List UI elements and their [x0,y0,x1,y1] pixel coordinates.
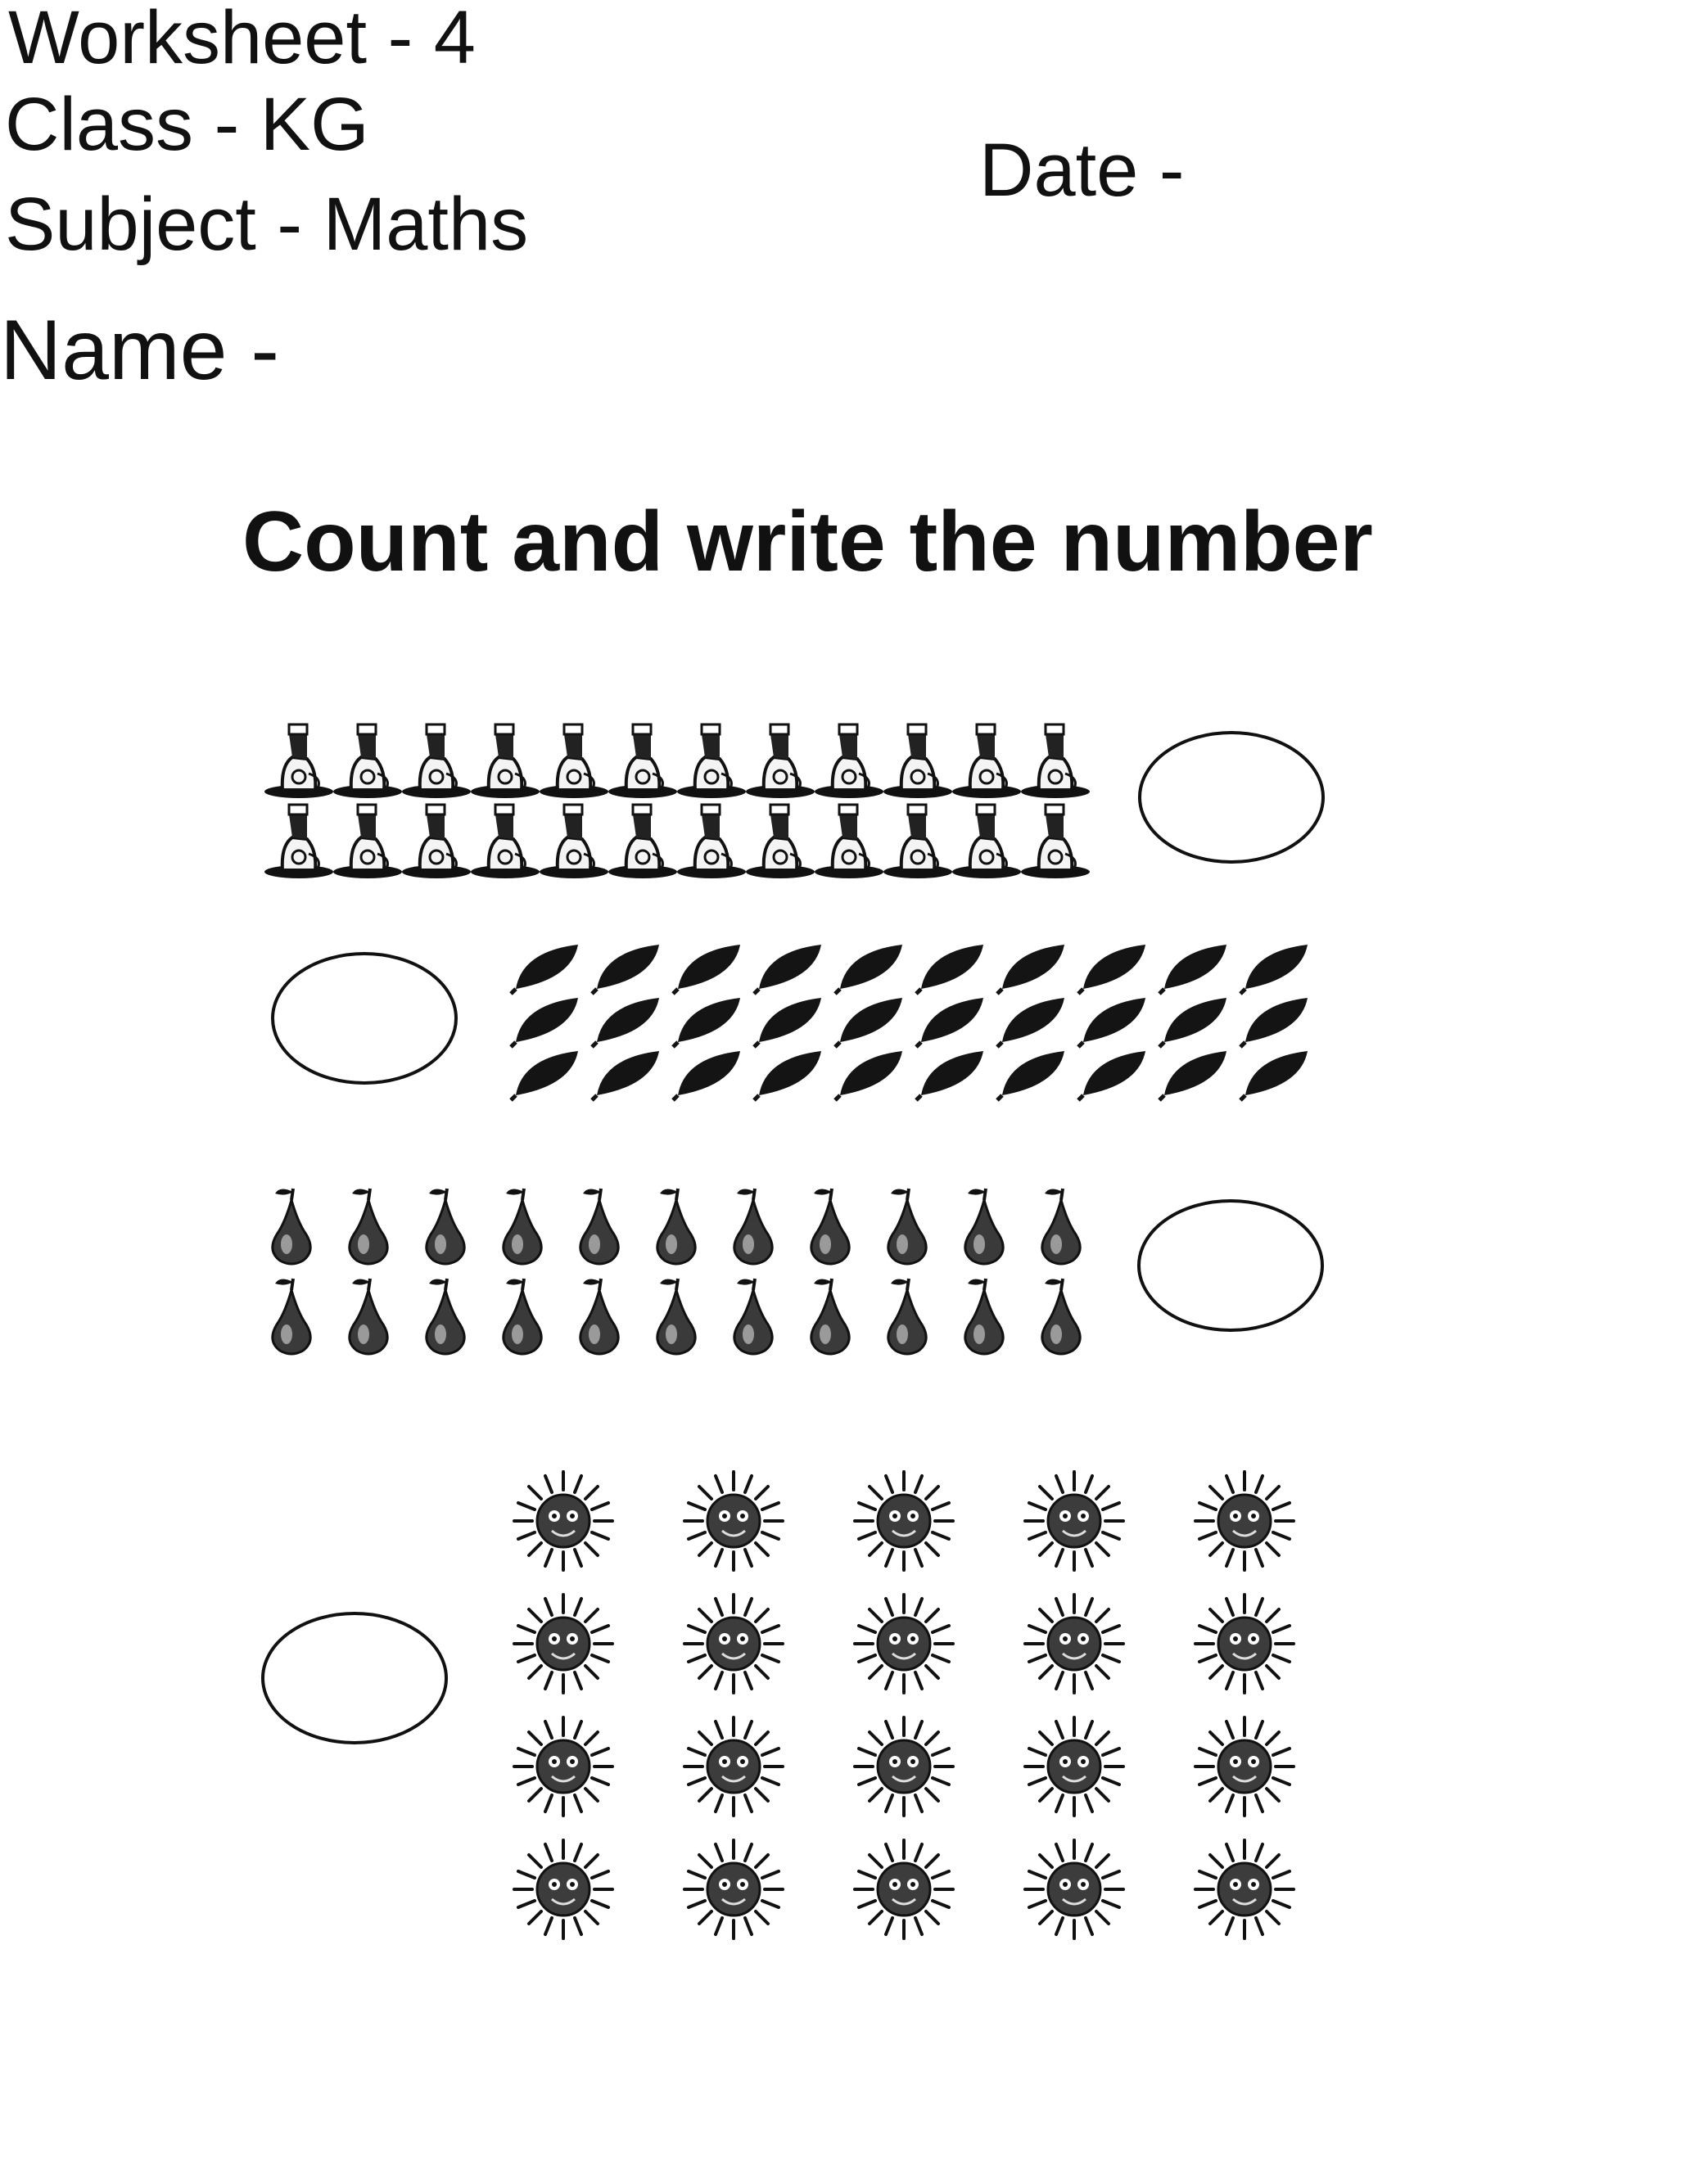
leaf-icon [673,945,740,994]
sun-icon [1025,1840,1123,1938]
leaf-icon [997,998,1064,1047]
leaf-icon [1159,998,1226,1047]
witch-hat-icon [264,724,333,798]
sun-icon [514,1472,612,1570]
sun-icon [1025,1472,1123,1570]
answer-oval-hats[interactable] [1140,733,1323,862]
pear-icon [734,1189,772,1264]
sun-icon [855,1472,953,1570]
pear-icon [888,1189,926,1264]
pear-icon [504,1279,541,1354]
leaf-icon [592,945,659,994]
pear-icon [734,1279,772,1354]
witch-hat-icon [677,724,746,798]
leaf-icon [1240,945,1308,994]
pear-icon [350,1279,387,1354]
leaf-icon [1240,998,1308,1047]
witch-hat-icon [677,805,746,878]
witch-hat-icon [952,805,1021,878]
leaf-icon [754,945,821,994]
witch-hat-group [264,724,1090,878]
pear-icon [350,1189,387,1264]
instruction-heading: Count and write the number [242,494,1373,589]
leaf-icon [1078,945,1145,994]
witch-hat-icon [608,805,677,878]
leaf-icon [997,1051,1064,1100]
leaf-icon [835,1051,902,1100]
leaf-icon [916,998,983,1047]
witch-hat-icon [471,805,540,878]
leaf-icon [1078,998,1145,1047]
pear-icon [811,1189,849,1264]
leaf-icon [835,945,902,994]
witch-hat-icon [1021,724,1090,798]
sun-icon [684,1472,783,1570]
witch-hat-icon [883,724,952,798]
sun-icon [855,1840,953,1938]
leaf-icon [835,998,902,1047]
pear-icon [427,1189,464,1264]
sun-icon [1195,1595,1294,1693]
leaf-icon [592,1051,659,1100]
witch-hat-icon [815,805,883,878]
pear-icon [1042,1279,1080,1354]
pear-icon [580,1279,618,1354]
leaf-icon [673,998,740,1047]
date-field: Date - [979,129,1185,212]
leaf-icon [916,1051,983,1100]
sun-icon [1195,1840,1294,1938]
witch-hat-icon [402,724,471,798]
witch-hat-icon [952,724,1021,798]
leaf-icon [673,1051,740,1100]
pear-icon [965,1189,1003,1264]
witch-hat-icon [333,805,402,878]
pear-icon [427,1279,464,1354]
sun-icon [1025,1595,1123,1693]
sun-icon [684,1717,783,1816]
sun-icon [684,1840,783,1938]
sun-icon [1195,1717,1294,1816]
pear-group [273,1189,1080,1354]
leaf-icon [1240,1051,1308,1100]
leaf-icon [592,998,659,1047]
leaf-icon [511,1051,578,1100]
leaf-icon [916,945,983,994]
leaf-icon [997,945,1064,994]
witch-hat-icon [333,724,402,798]
pear-icon [657,1279,695,1354]
pear-icon [657,1189,695,1264]
witch-hat-icon [608,724,677,798]
witch-hat-icon [540,724,608,798]
witch-hat-icon [471,724,540,798]
leaf-icon [754,1051,821,1100]
pear-icon [580,1189,618,1264]
leaf-icon [511,998,578,1047]
witch-hat-icon [815,724,883,798]
sun-icon [855,1595,953,1693]
sun-group [514,1472,1294,1938]
pear-icon [1042,1189,1080,1264]
pear-icon [273,1279,310,1354]
pear-icon [965,1279,1003,1354]
witch-hat-icon [746,724,815,798]
answer-oval-suns[interactable] [263,1613,446,1743]
witch-hat-icon [746,805,815,878]
subject-label: Subject - Maths [5,183,529,266]
leaf-icon [1078,1051,1145,1100]
answer-oval-pears[interactable] [1139,1201,1322,1330]
witch-hat-icon [883,805,952,878]
sun-icon [1195,1472,1294,1570]
leaf-icon [1159,1051,1226,1100]
pear-icon [888,1279,926,1354]
witch-hat-icon [402,805,471,878]
sun-icon [514,1717,612,1816]
sun-icon [855,1717,953,1816]
leaf-icon [754,998,821,1047]
witch-hat-icon [540,805,608,878]
sun-icon [1025,1717,1123,1816]
class-label: Class - KG [5,83,369,166]
answer-oval-leaves[interactable] [273,954,456,1083]
worksheet-number: Worksheet - 4 [8,0,476,79]
name-field: Name - [0,303,279,398]
leaf-icon [1159,945,1226,994]
pear-icon [273,1189,310,1264]
pear-icon [811,1279,849,1354]
leaf-group [511,945,1308,1100]
leaf-icon [511,945,578,994]
witch-hat-icon [264,805,333,878]
witch-hat-icon [1021,805,1090,878]
sun-icon [514,1840,612,1938]
pear-icon [504,1189,541,1264]
sun-icon [684,1595,783,1693]
sun-icon [514,1595,612,1693]
